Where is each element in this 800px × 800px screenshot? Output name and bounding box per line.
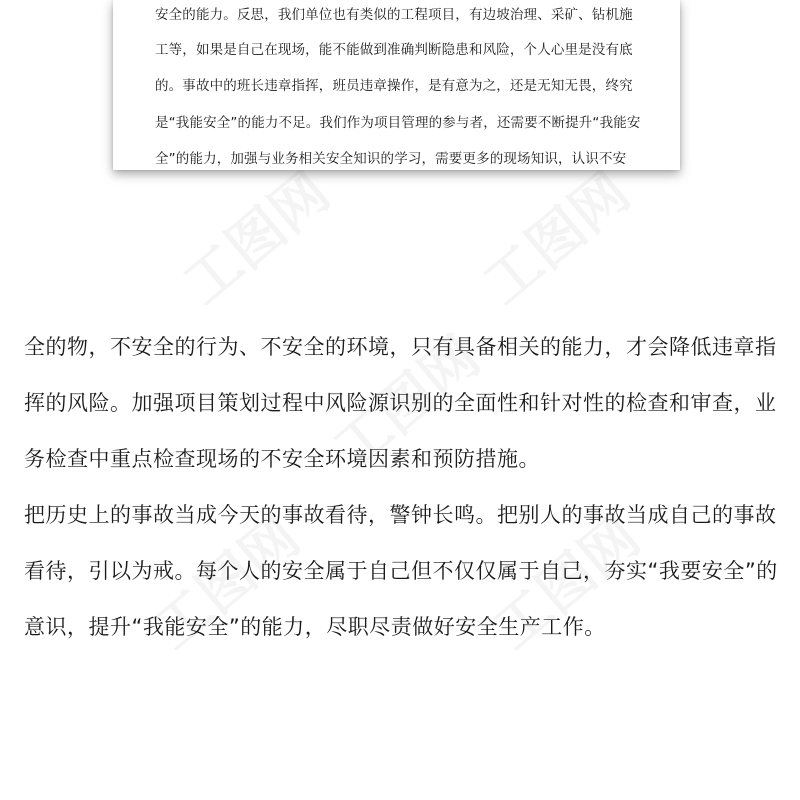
watermark bbox=[464, 150, 644, 319]
card-text-line: 安全的能力。反思，我们单位也有类似的工程项目，有边坡治理、采矿、钻机施 bbox=[155, 7, 633, 23]
card-text-line: 的。事故中的班长违章指挥，班员违章操作，是有意为之，还是无知无畏，终究 bbox=[155, 78, 633, 94]
body-text-line: 挥的风险。加强项目策划过程中风险源识别的全面性和针对性的检查和审查，业 bbox=[24, 391, 777, 415]
card-text-line: 工等，如果是自己在现场，能不能做到准确判断隐患和风险，个人心里是没有底 bbox=[155, 42, 633, 58]
card-text-line: 全”的能力，加强与业务相关安全知识的学习，需要更多的现场知识，认识不安 bbox=[155, 151, 627, 167]
body-text-line: 意识，提升“我能安全”的能力，尽职尽责做好安全生产工作。 bbox=[24, 615, 606, 639]
card-text-line: 是“我能安全”的能力不足。我们作为项目管理的参与者，还需要不断提升“我能安 bbox=[155, 115, 641, 131]
body-text-line: 看待，引以为戒。每个人的安全属于自己但不仅仅属于自己，夯实“我要安全”的 bbox=[24, 559, 778, 583]
body-text-line: 务检查中重点检查现场的不安全环境因素和预防措施。 bbox=[24, 447, 540, 471]
watermark bbox=[164, 150, 344, 319]
document-card bbox=[113, 0, 680, 170]
body-text-line: 全的物，不安全的行为、不安全的环境，只有具备相关的能力，才会降低违章指 bbox=[24, 335, 777, 359]
body-text-line: 把历史上的事故当成今天的事故看待，警钟长鸣。把别人的事故当成自己的事故 bbox=[24, 503, 777, 527]
